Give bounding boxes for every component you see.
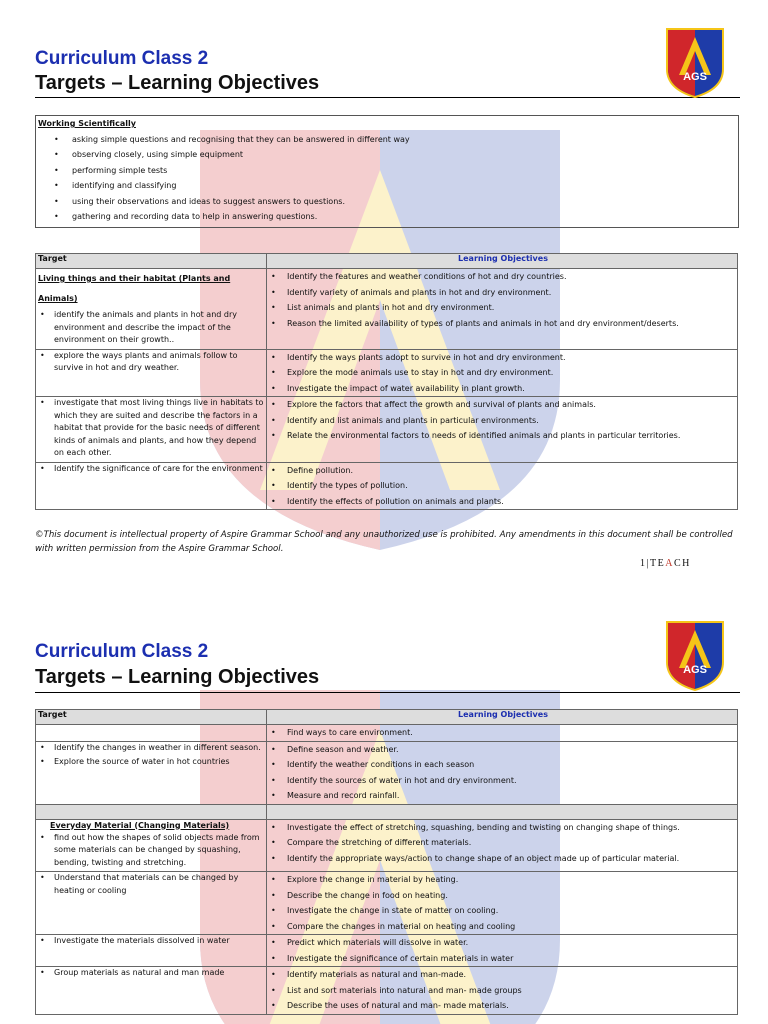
list-item: • performing simple tests: [72, 163, 738, 179]
target-list: [36, 832, 266, 870]
table-spacer-row: [36, 804, 738, 819]
objective-item: • Measure and record rainfall.: [267, 788, 737, 804]
target-list: [36, 935, 266, 948]
objective-item: • List animals and plants in hot and dry environment.: [267, 300, 737, 316]
objectives-cell: [267, 725, 738, 742]
target-item: • Investigate the materials dissolved in water: [36, 935, 266, 948]
table-row: [36, 269, 738, 350]
list-item: • using their observations and ideas to suggest answers to questions.: [72, 194, 738, 210]
table-row: [36, 397, 738, 463]
document-page-2: [0, 590, 768, 1024]
objective-item: • Identify the sources of water in hot and dry environment.: [267, 773, 737, 789]
target-cell: [36, 269, 267, 350]
objective-item: • Investigate the effect of stretching, squashing, bending and twisting on changing shape of things.: [267, 820, 737, 836]
working-scientifically-list: [36, 132, 738, 225]
objectives-table-page1: [35, 253, 738, 510]
title-divider: [35, 97, 740, 98]
objective-item: • Reason the limited availability of types of plants and animals in hot and dry environment/deserts.: [267, 316, 737, 332]
table-row: [36, 935, 738, 967]
objective-list: [267, 397, 737, 444]
objectives-cell: [267, 349, 738, 397]
target-list: [36, 463, 266, 476]
objectives-cell: [267, 269, 738, 350]
target-cell: [36, 397, 267, 463]
objective-item: • Describe the change in food on heating.: [267, 888, 737, 904]
objective-item: • Identify the effects of pollution on animals and plants.: [267, 494, 737, 510]
objective-item: • Compare the stretching of different materials.: [267, 835, 737, 851]
objective-item: • Compare the changes in material on heating and cooling: [267, 919, 737, 935]
objective-item: • Identify the ways plants adopt to survive in hot and dry environment.: [267, 350, 737, 366]
objective-item: • Define season and weather.: [267, 742, 737, 758]
target-cell: [36, 935, 267, 967]
target-cell: [36, 872, 267, 935]
spacer-cell: [36, 804, 267, 819]
page-title: Curriculum Class 2: [35, 641, 209, 662]
target-list: [36, 872, 266, 897]
page-subtitle: Targets – Learning Objectives: [35, 666, 320, 688]
target-cell: [36, 819, 267, 872]
objective-item: • Identify variety of animals and plants in hot and dry environment.: [267, 285, 737, 301]
list-item: • asking simple questions and recognising that they can be answered in different way: [72, 132, 738, 148]
table-row: [36, 819, 738, 872]
target-list: [36, 397, 266, 460]
list-item: • observing closely, using simple equipment: [72, 147, 738, 163]
crest-text: AGS: [683, 664, 707, 676]
table-row: [36, 967, 738, 1015]
objective-item: • Explore the mode animals use to stay in hot and dry environment.: [267, 365, 737, 381]
objective-item: • Predict which materials will dissolve in water.: [267, 935, 737, 951]
objective-item: • List and sort materials into natural and man- made groups: [267, 983, 737, 999]
target-item: • find out how the shapes of solid objects made from some materials can be changed by squashing, bending, twisting and stretching.: [36, 832, 266, 870]
objective-list: [267, 820, 737, 867]
objective-list: [267, 967, 737, 1014]
table-row: [36, 725, 738, 742]
objective-item: • Identify the weather conditions in each season: [267, 757, 737, 773]
objective-item: • Relate the environmental factors to needs of identified animals and plants in particular territories.: [267, 428, 737, 444]
copyright-footer: ©This document is intellectual property of Aspire Grammar School and any unauthorized use is prohibited. Any amendments in this document shall be controlled with written permission from the Aspire Grammar School.: [35, 530, 733, 554]
table-row: [36, 872, 738, 935]
spacer-cell: [267, 804, 738, 819]
page-number: 1|TEACH: [640, 558, 691, 569]
target-item: • identify the animals and plants in hot and dry environment and describe the impact of the environment on their growth..: [36, 309, 266, 347]
objective-item: • Identify the features and weather conditions of hot and dry countries.: [267, 269, 737, 285]
page-subtitle: Targets – Learning Objectives: [35, 72, 320, 94]
target-cell: [36, 725, 267, 742]
table-row: [36, 349, 738, 397]
objective-item: • Identify the types of pollution.: [267, 478, 737, 494]
target-list: [36, 742, 266, 769]
title-divider: [35, 692, 740, 693]
objective-item: • Investigate the significance of certain materials in water: [267, 951, 737, 967]
school-crest-logo: [665, 620, 725, 692]
objective-list: [267, 935, 737, 966]
target-list: [36, 309, 266, 347]
table-row: [36, 741, 738, 804]
target-item: • explore the ways plants and animals follow to survive in hot and dry weather.: [36, 350, 266, 375]
target-item: • Identify the significance of care for the environment: [36, 463, 266, 476]
school-crest-logo: [665, 27, 725, 99]
working-scientifically-heading: Working Scientifically: [38, 119, 136, 128]
crest-text: AGS: [683, 71, 707, 83]
column-header-target: Target: [36, 254, 267, 269]
objective-list: [267, 463, 737, 510]
objective-item: • Identify and list animals and plants in particular environments.: [267, 413, 737, 429]
objectives-cell: [267, 741, 738, 804]
column-header-learning-objectives: Learning Objectives: [267, 710, 738, 725]
target-cell: [36, 967, 267, 1015]
objective-list: [267, 350, 737, 397]
target-list: [36, 350, 266, 375]
objective-item: • Explore the change in material by heating.: [267, 872, 737, 888]
objective-item: • Investigate the change in state of matter on cooling.: [267, 903, 737, 919]
column-header-learning-objectives: Learning Objectives: [267, 254, 738, 269]
list-item: • identifying and classifying: [72, 178, 738, 194]
objective-item: • Describe the uses of natural and man- made materials.: [267, 998, 737, 1014]
page-title: Curriculum Class 2: [35, 48, 209, 69]
objective-item: • Identify materials as natural and man-made.: [267, 967, 737, 983]
target-item: • investigate that most living things live in habitats to which they are suited and describe the factors in a habitat that provide for the basic needs of different kinds of animals and plants, and how they depend on each other.: [36, 397, 266, 460]
target-cell: [36, 462, 267, 510]
objectives-cell: [267, 462, 738, 510]
target-item: • Identify the changes in weather in different season.: [36, 742, 266, 755]
objective-item: • Identify the appropriate ways/action to change shape of an object made up of particular material.: [267, 851, 737, 867]
target-cell: [36, 349, 267, 397]
target-item: • Group materials as natural and man made: [36, 967, 266, 980]
objective-item: • Explore the factors that affect the growth and survival of plants and animals.: [267, 397, 737, 413]
section-heading: Living things and their habitat (Plants and Animals): [38, 274, 231, 303]
objective-item: • Find ways to care environment.: [267, 725, 737, 741]
target-list: [36, 967, 266, 980]
objective-list: [267, 725, 737, 741]
section-heading: Everyday Material (Changing Materials): [50, 820, 230, 830]
objective-list: [267, 872, 737, 934]
target-cell: [36, 741, 267, 804]
column-header-target: Target: [36, 710, 267, 725]
objectives-cell: [267, 967, 738, 1015]
objective-item: • Define pollution.: [267, 463, 737, 479]
objectives-cell: [267, 819, 738, 872]
target-item: • Understand that materials can be changed by heating or cooling: [36, 872, 266, 897]
list-item: • gathering and recording data to help in answering questions.: [72, 209, 738, 225]
objectives-cell: [267, 935, 738, 967]
objective-list: [267, 269, 737, 331]
objective-item: • Investigate the impact of water availability in plant growth.: [267, 381, 737, 397]
table-row: [36, 462, 738, 510]
objective-list: [267, 742, 737, 804]
working-scientifically-box: [35, 115, 739, 228]
objectives-cell: [267, 872, 738, 935]
objectives-table-page2: [35, 709, 738, 1015]
objectives-cell: [267, 397, 738, 463]
target-item: • Explore the source of water in hot countries: [36, 756, 266, 769]
